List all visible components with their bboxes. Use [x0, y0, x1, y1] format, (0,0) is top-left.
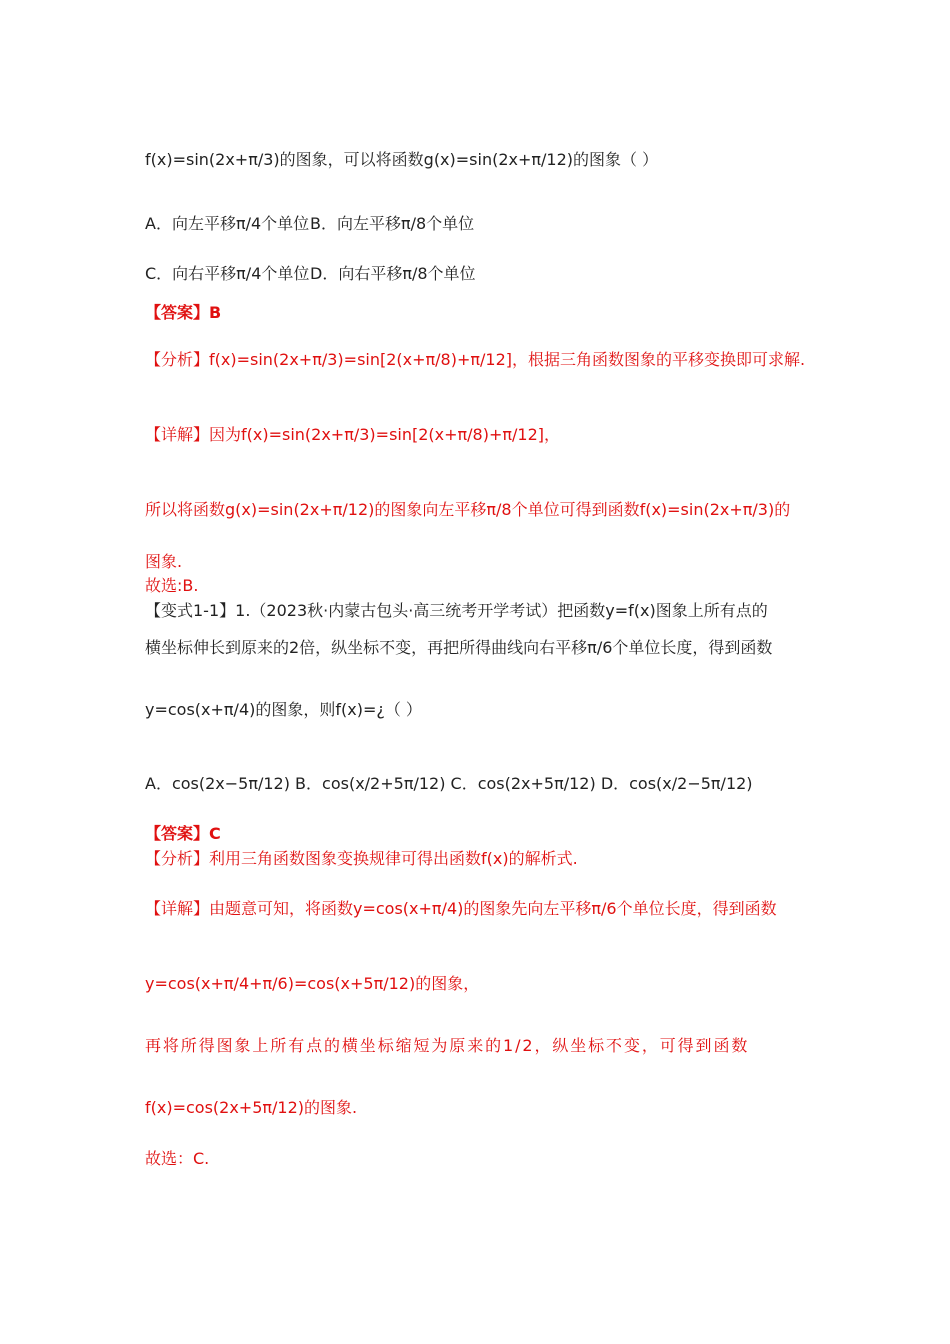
variant-detail-line-4: f(x)=cos(2x+5π/12)的图象. [145, 1098, 358, 1117]
detail-line-1: 【详解】因为f(x)=sin(2x+π/3)=sin[2(x+π/8)+π/12]， [145, 425, 561, 444]
option-b: B．向左平移π/8个单位 [310, 214, 475, 233]
detail-line-2: 所以将函数g(x)=sin(2x+π/12)的图象向左平移π/8个单位可得到函数f(x)=sin(2x+π/3)的 [145, 500, 791, 519]
variant-line-2: 横坐标伸长到原来的2倍，纵坐标不变，再把所得曲线向右平移π/6个单位长度，得到函数 [145, 638, 773, 657]
variant-answer-label: 【答案】C [145, 824, 221, 843]
variant-detail-line-2: y=cos(x+π/4+π/6)=cos(x+5π/12)的图象， [145, 974, 480, 993]
option-c: C．向右平移π/4个单位 [145, 264, 310, 283]
detail-line-3: 图象. [145, 552, 183, 571]
question-stem: f(x)=sin(2x+π/3)的图象，可以将函数g(x)=sin(2x+π/12)的图象（ ） [145, 150, 659, 169]
variant-analysis: 【分析】利用三角函数图象变换规律可得出函数f(x)的解析式. [145, 849, 578, 868]
variant-detail-line-3: 再将所得图象上所有点的横坐标缩短为原来的1/2，纵坐标不变，可得到函数 [145, 1036, 750, 1055]
variant-line-1: 【变式1-1】1.（2023秋·内蒙古包头·高三统考开学考试）把函数y=f(x)图象上所有点的 [145, 601, 768, 620]
option-a: A．向左平移π/4个单位 [145, 214, 310, 233]
conclusion: 故选:B. [145, 576, 199, 595]
option-d: D．向右平移π/8个单位 [310, 264, 476, 283]
answer-label: 【答案】B [145, 303, 222, 322]
variant-detail-line-1: 【详解】由题意可知，将函数y=cos(x+π/4)的图象先向左平移π/6个单位长度，得到函数 [145, 899, 777, 918]
analysis-text: 【分析】f(x)=sin(2x+π/3)=sin[2(x+π/8)+π/12]，根据三角函数图象的平移变换即可求解. [145, 350, 806, 369]
variant-conclusion: 故选：C. [145, 1149, 210, 1168]
variant-line-3: y=cos(x+π/4)的图象，则f(x)=¿（ ） [145, 700, 422, 719]
variant-options: A．cos(2x−5π/12) B．cos(x/2+5π/12) C．cos(2x+5π/12) D．cos(x/2−5π/12) [145, 774, 753, 793]
